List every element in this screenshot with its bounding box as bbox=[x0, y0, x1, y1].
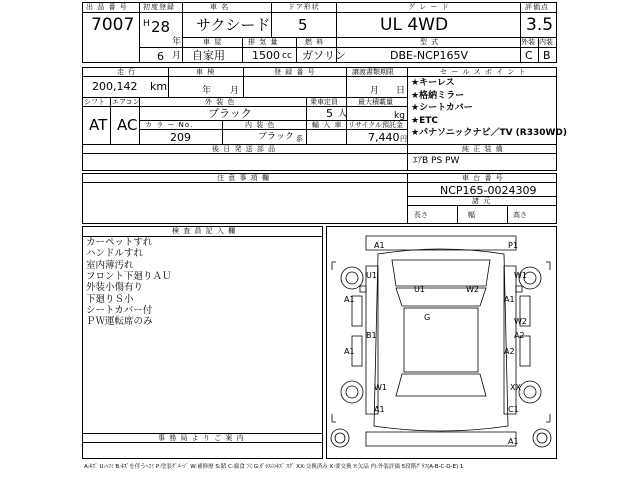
model: DBE-NCP165V bbox=[390, 49, 468, 62]
inspector-note-line: カーペットすれ bbox=[86, 237, 153, 248]
inspector-label: 検 査 員 記 入 欄 bbox=[172, 227, 237, 235]
office-label: 事 務 局 よ り ご 案 内 bbox=[158, 434, 245, 442]
grade: UL 4WD bbox=[380, 15, 449, 35]
damage-legend: A:ｷｽﾞ U:ﾍｺﾐ B:ｷｽﾞを伴うﾍｺﾐ P:塗装ﾀﾞﾒｰｼﾞ W:補修歴 S:錆 C:腐食 穴 G:ｶﾞﾗｽのｷｽﾞ ｽｸﾞ XX:交換済み X:要交換 Y:欠品 内:外装評価 5段階ｸﾞﾗﾌ(A-B-C-D-E) 1 bbox=[84, 464, 464, 470]
dims-label: 諸 元 bbox=[472, 197, 492, 205]
recycle-amount: 7,440 bbox=[368, 131, 400, 144]
damage-code: G bbox=[424, 313, 431, 322]
import-label: 輸 入 車 bbox=[312, 121, 343, 129]
inspector-note-line: 下廻りＳ小 bbox=[86, 293, 134, 305]
car-name: サクシード bbox=[196, 16, 271, 34]
color-no-label: カ ラ ー No. bbox=[145, 121, 194, 129]
damage-code: B1 bbox=[366, 331, 377, 340]
selling-label: セ ー ル ス ポ イ ン ト bbox=[440, 68, 527, 76]
displacement-label: 排 気 量 bbox=[248, 38, 279, 46]
recycle-label: リサイクル預託金 bbox=[348, 121, 404, 129]
cc-unit: cc bbox=[282, 51, 292, 61]
grade-label: グ レ ー ド bbox=[408, 3, 450, 11]
notes-label: 注 意 事 項 欄 bbox=[217, 174, 270, 182]
payload-label: 最大積載量 bbox=[358, 98, 393, 106]
era: H bbox=[143, 19, 150, 29]
color-no: 209 bbox=[170, 131, 191, 144]
first-reg-label: 初度登録 bbox=[143, 3, 175, 11]
genuine-label: 純 正 装 備 bbox=[462, 145, 504, 153]
lot-no-label: 出 品 番 号 bbox=[86, 3, 128, 11]
selling-point-item: ★パナソニックナビ／TV (R330WD) bbox=[411, 128, 568, 138]
chassis-no: NCP165-0024309 bbox=[440, 184, 537, 197]
capacity-label: 乗車定員 bbox=[310, 98, 338, 106]
reg-year: 28 bbox=[151, 18, 171, 36]
selling-point-item: ★ETC bbox=[411, 115, 438, 126]
usage: 自家用 bbox=[192, 49, 225, 62]
damage-code: A1 bbox=[374, 405, 385, 414]
damage-code: W2 bbox=[514, 317, 527, 326]
mileage-label: 走 行 bbox=[117, 68, 137, 76]
int-color-suffix: 系 bbox=[296, 135, 304, 143]
shift-label: シフト bbox=[84, 98, 105, 106]
damage-code: W1 bbox=[374, 383, 387, 392]
shift: AT bbox=[89, 116, 108, 134]
month-unit: 月 bbox=[172, 51, 182, 61]
km-unit: km bbox=[150, 80, 168, 93]
door-count: 5 bbox=[298, 16, 308, 34]
damage-code: P1 bbox=[508, 241, 518, 250]
damage-code: W2 bbox=[466, 285, 479, 294]
mileage: 200,142 bbox=[92, 80, 138, 93]
insp-month-unit: 月 bbox=[230, 86, 240, 96]
capacity: 5 bbox=[326, 107, 333, 120]
damage-code: A1 bbox=[374, 241, 385, 250]
selling-point-item: ★格納ミラー bbox=[411, 90, 465, 101]
chassis-label: 車 台 番 号 bbox=[462, 174, 504, 182]
car-damage-diagram bbox=[326, 226, 556, 458]
damage-code: XX bbox=[510, 383, 521, 392]
damage-code: U1 bbox=[414, 285, 425, 294]
fuel-label: 燃 料 bbox=[305, 38, 325, 46]
inspector-note-line: 外装小傷有り bbox=[86, 282, 144, 294]
selling-point-item: ★シートカバー bbox=[411, 103, 473, 113]
inspector-note-line: フロント下廻りＡＵ bbox=[86, 270, 172, 282]
reg-no-label: 登 録 番 号 bbox=[274, 68, 316, 76]
receipt-month-unit: 月 bbox=[370, 86, 380, 96]
later-parts-label: 後 日 発 送 部 品 bbox=[212, 145, 277, 153]
yen-unit: 円 bbox=[400, 135, 408, 143]
displacement: 1500 bbox=[252, 49, 280, 62]
damage-code: A1 bbox=[344, 347, 355, 356]
inspector-note-line: ＰＷ運転席のみ bbox=[86, 316, 153, 328]
damage-code: A2 bbox=[504, 347, 515, 356]
payload-unit: kg bbox=[394, 111, 405, 121]
body-type-label: 車 屋 bbox=[203, 38, 223, 46]
insp-year-unit: 年 bbox=[202, 86, 212, 96]
damage-code: A1 bbox=[504, 295, 515, 304]
score: 3.5 bbox=[526, 15, 554, 35]
damage-code: A1 bbox=[508, 437, 519, 446]
reg-month: 6 bbox=[157, 50, 164, 63]
damage-code: A2 bbox=[514, 331, 525, 340]
ext-color: ブラック bbox=[208, 107, 252, 120]
score-label: 評価点 bbox=[525, 3, 549, 11]
lot-no: 7007 bbox=[91, 15, 135, 35]
door-label: ドア形状 bbox=[288, 3, 320, 11]
width-label: 幅 bbox=[468, 211, 475, 219]
int-grade: B bbox=[543, 49, 551, 62]
inspector-note-line: 室内薄汚れ bbox=[86, 259, 134, 271]
receipt-day-unit: 日 bbox=[396, 86, 406, 96]
interior-label: 内装 bbox=[539, 38, 553, 46]
damage-code: A1 bbox=[344, 295, 355, 304]
int-color: ブラック bbox=[258, 132, 294, 142]
inspection-label: 車 検 bbox=[196, 68, 216, 76]
selling-point-item: ★キーレス bbox=[411, 78, 455, 88]
damage-code: U1 bbox=[366, 271, 377, 280]
year-unit: 年 bbox=[172, 37, 182, 47]
model-label: 型 式 bbox=[420, 38, 440, 46]
ac-label: エアコン bbox=[112, 98, 140, 106]
exterior-label: 外装 bbox=[521, 38, 535, 46]
ac: AC bbox=[117, 116, 138, 134]
damage-code: C1 bbox=[508, 405, 519, 414]
fuel: ガソリン bbox=[302, 49, 346, 62]
length-label: 長さ bbox=[414, 211, 428, 219]
height-label: 高さ bbox=[513, 211, 527, 219]
int-color-label: 内 装 色 bbox=[245, 121, 276, 129]
inspector-note-line: シートカバー付 bbox=[86, 304, 153, 316]
inspector-note-line: ハンドルすれ bbox=[86, 248, 144, 260]
genuine-equipment: ｴｱB PS PW bbox=[413, 156, 460, 166]
damage-code: W1 bbox=[514, 271, 527, 280]
receipt-label: 譲渡書類期限 bbox=[352, 68, 394, 76]
car-name-label: 車 名 bbox=[210, 3, 230, 11]
ext-grade: C bbox=[525, 49, 533, 62]
capacity-unit: 人 bbox=[338, 109, 348, 119]
color-label: 外 装 色 bbox=[205, 98, 236, 106]
